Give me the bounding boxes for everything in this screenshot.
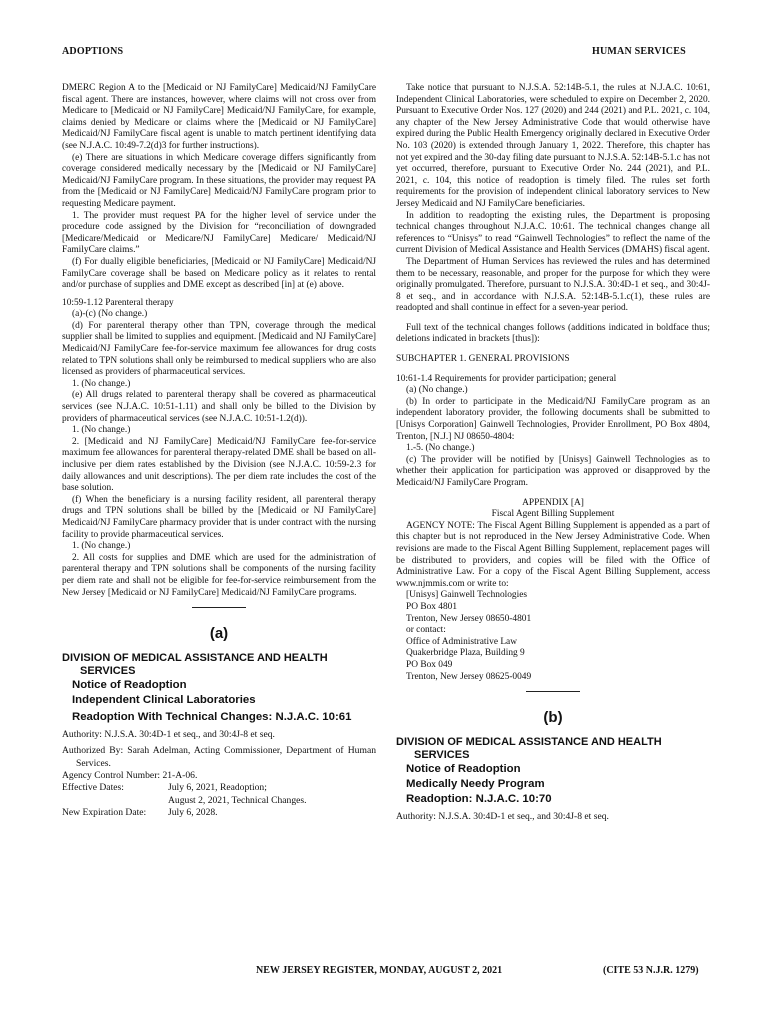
address-line: Office of Administrative Law [406,636,517,647]
right-para-4: (b) In order to participate in the Medicaid/NJ FamilyCare program as an independent laboratory provider, the following documents shall be submitted to [Unisys Corporation] Gainwell Technologies, Provider Enrollment, PO Box 4804, Trenton, [N.J.] NJ 08650-4804: [396,396,710,442]
left-para-2: 1. The provider must request PA for the higher level of service under the procedure code assigned by the Division for “reconciliation of downgraded [Medicare/Medicaid or Medicare/NJ FamilyCare] Medicare/ Medicaid/NJ FamilyCare claims.” [62,210,376,256]
left-para-12: 2. All costs for supplies and DME which are used for the administration of parenteral therapy and TPN solutions shall be components of the nursing facility per diem rate and shall not be eligible for fee-for-service reimbursement from the New Jersey [Medicaid or NJ FamilyCare] Medicaid/NJ FamilyCare programs. [62,552,376,598]
appendix-title: Fiscal Agent Billing Supplement [491,509,615,520]
address-block [396,590,710,683]
right-para-2: The Department of Human Services has reviewed the rules and has determined them to be necessary, reasonable, and proper for the purpose for which they were originally promulgated. Therefore, pursuant to N.J.S.A. 30:4D-1 et seq., and 30:4J-8 et seq., and in accordance with N.J.S.A. 52:14B-5.1.c(1), these rules are readopted and shall continue in effect for a seven-year period. [396,256,710,314]
left-para-3: (f) For dually eligible beneficiaries, [Medicaid or NJ FamilyCare] Medicaid/NJ FamilyCare coverage shall be based on Medicare policy as it relates to rental and/or purchase of supplies and DME except as described [in] at (e) above. [62,256,376,291]
notice-label-a: (a) [209,625,229,643]
expiration-label: New Expiration Date: [62,807,147,819]
notice-title: Notice of Readoption [72,678,187,691]
effective-date-1: July 6, 2021, Readoption; [168,782,267,794]
right-para-0: Take notice that pursuant to N.J.S.A. 52:14B-5.1, the rules at N.J.A.C. 10:61, Independent Clinical Laboratories, were scheduled to expire on December 2, 2020. Pursuant to Executive Order Nos. 127 (2020) and 244 (2021) and P.L. 2021, c. 104, any chapter of the New Jersey Administrative Code that would otherwise have expired during the Public Health Emergency originally declared in Executive Order No. 103 (2020) is extended through January 1, 2022. Therefore, this chapter has not yet expired and the 30-day filing date pursuant to N.J.S.A. 52:14B-5.1.c has not yet occurred, therefore, pursuant to Executive Order No. 244 (2021), and P.L. 2021, c. 104, this notice of readoption is timely filed. The rules set forth requirements for the provision of independent clinical laboratory services to New Jersey Medicaid and NJ FamilyCare beneficiaries. [396,83,710,209]
full-text-note: Full text of the technical changes follows (additions indicated in boldface thus; deletions indicated in brackets [thus]): [396,322,710,345]
right-para-3: (a) (No change.) [406,385,468,396]
expiration-date: July 6, 2028. [168,807,218,819]
notice-metadata [62,729,376,820]
agency-line-1: DIVISION OF MEDICAL ASSISTANCE AND HEALTH [62,651,328,664]
effective-dates-label: Effective Dates: [62,782,124,794]
address-line: PO Box 4801 [406,601,458,612]
section-heading-10-59-1-12: 10:59-1.12 Parenteral therapy [62,297,174,308]
authority-line: Authority: N.J.S.A. 30:4D-1 et seq., and 30:4J-8 et seq. [396,810,609,822]
address-line: PO Box 049 [406,659,453,670]
section-heading-10-61-1-4: 10:61-1.4 Requirements for provider participation; general [396,373,617,384]
readoption-title: Readoption: N.J.A.C. 10:70 [406,792,552,805]
right-para-5: 1.-5. (No change.) [406,443,475,454]
address-line: [Unisys] Gainwell Technologies [406,590,528,601]
left-para-1: (e) There are situations in which Medicare coverage differs significantly from coverage considered medically necessary by the [Medicaid or NJ FamilyCare] Medicaid/NJ FamilyCare program. In these situations, the provider may request PA from the [Medicaid or NJ FamilyCare] Medicaid/NJ FamilyCare program prior to requesting Medicare payment. [62,152,376,209]
agency-line-2: SERVICES [414,748,470,761]
left-para-11: 1. (No change.) [72,541,131,552]
right-para-1: In addition to readopting the existing rules, the Department is proposing technical changes throughout N.J.A.C. 10:61. The technical changes change all references to “Unisys” to read “Gainwell Technologies” to reflect the name of the current Division of Medical Assistance and Health Services (DMAHS) fiscal agent. [396,210,710,256]
agency-control-number: Agency Control Number: 21-A-06. [62,769,198,781]
left-para-5: (d) For parenteral therapy other than TPN, coverage through the medical supplier shall be limited to supplies and equipment. [Medicaid and NJ FamilyCare] Medicaid/NJ FamilyCare fee-for-service maximum fee allowances for drug costs related to TPN solutions shall only be reimbursed to medical suppliers who are also licensed as providers of pharmaceutical services. [62,320,376,378]
left-para-9: 2. [Medicaid and NJ FamilyCare] Medicaid/NJ FamilyCare fee-for-service maximum fee allowances for parenteral therapy-related DME shall be based on all-inclusive per diem rates established by the Division (see N.J.A.C. 10:59-2.3 for daily allowances and unit descriptions). The per diem rate includes the cost of the base solution. [62,436,376,494]
effective-date-2: August 2, 2021, Technical Changes. [168,794,307,806]
address-line: Quakerbridge Plaza, Building 9 [406,648,525,659]
footer-citation: (CITE 53 N.J.R. 1279) [603,965,699,976]
left-para-6: 1. (No change.) [72,378,131,389]
address-line: Trenton, New Jersey 08625-0049 [406,671,532,682]
running-head-left: ADOPTIONS [62,46,124,57]
left-para-4: (a)-(c) (No change.) [72,309,148,320]
left-para-8: 1. (No change.) [72,425,131,436]
agency-note: AGENCY NOTE: The Fiscal Agent Billing Supplement is appended as a part of this chapter but is not reproduced in the New Jersey Administrative Code. When revisions are made to the Fiscal Agent Billing Supplement, replacement pages will be distributed to providers, and copies will be filed with the Office of Administrative Law. For a copy of the Fiscal Agent Billing Supplement, access www.njmmis.com or write to: [396,520,710,589]
agency-line-2: SERVICES [80,664,136,677]
authority-line: Authority: N.J.S.A. 30:4D-1 et seq., and 30:4J-8 et seq. [62,728,275,740]
appendix-heading: APPENDIX [A] [522,497,584,508]
notice-subject: Medically Needy Program [406,777,545,790]
section-divider [526,691,580,692]
notice-title: Notice of Readoption [406,762,521,775]
running-head-right: HUMAN SERVICES [592,46,686,57]
agency-heading [396,736,710,762]
left-para-0: DMERC Region A to the [Medicaid or NJ FamilyCare] Medicaid/NJ FamilyCare fiscal agent. There are instances, however, where claims will not cross over from Medicare to [Medicaid or NJ FamilyCare] Medicaid/NJ FamilyCare, for example, claims denied by Medicare or claims where the [Medicaid or NJ FamilyCare] Medicaid/NJ FamilyCare fiscal agent is unable to match pertinent identifying data (see N.J.A.C. 10:49-7.2(d)3 for further instructions). [62,83,376,151]
readoption-title: Readoption With Technical Changes: N.J.A.C. 10:61 [72,710,352,723]
authorized-by-line: Authorized By: Sarah Adelman, Acting Commissioner, Department of Human Services. [62,745,376,769]
right-para-6: (c) The provider will be notified by [Unisys] Gainwell Technologies as to whether their application for participation was approved or disapproved by the Medicaid/NJ FamilyCare Program. [396,454,710,488]
effective-dates-row-2 [62,795,376,807]
right-column [396,83,710,822]
notice-subject: Independent Clinical Laboratories [72,693,256,706]
left-column [62,83,376,820]
left-para-10: (f) When the beneficiary is a nursing facility resident, all parenteral therapy drugs and TPN solutions shall be billed by the [Medicaid or NJ FamilyCare] Medicaid/NJ FamilyCare pharmacy provider that is under contract with the nursing facility to provide pharmaceutical services. [62,494,376,540]
notice-label-b: (b) [543,709,563,727]
footer-register-title: NEW JERSEY REGISTER, MONDAY, AUGUST 2, 2021 [256,965,503,976]
left-para-7: (e) All drugs related to parenteral therapy shall be covered as pharmaceutical services (see N.J.A.C. 10:51-1.11) and shall only be billed to the Division by providers of pharmaceutical services (see N.J.A.C. 10:51-1.2(d)). [62,390,376,424]
subchapter-heading: SUBCHAPTER 1. GENERAL PROVISIONS [396,354,570,365]
effective-dates-row [62,782,376,794]
address-line: or contact: [406,625,446,636]
agency-line-1: DIVISION OF MEDICAL ASSISTANCE AND HEALTH [396,735,662,748]
section-divider [192,607,246,608]
address-line: Trenton, New Jersey 08650-4801 [406,613,532,624]
agency-heading [62,652,376,678]
expiration-row [62,807,376,819]
